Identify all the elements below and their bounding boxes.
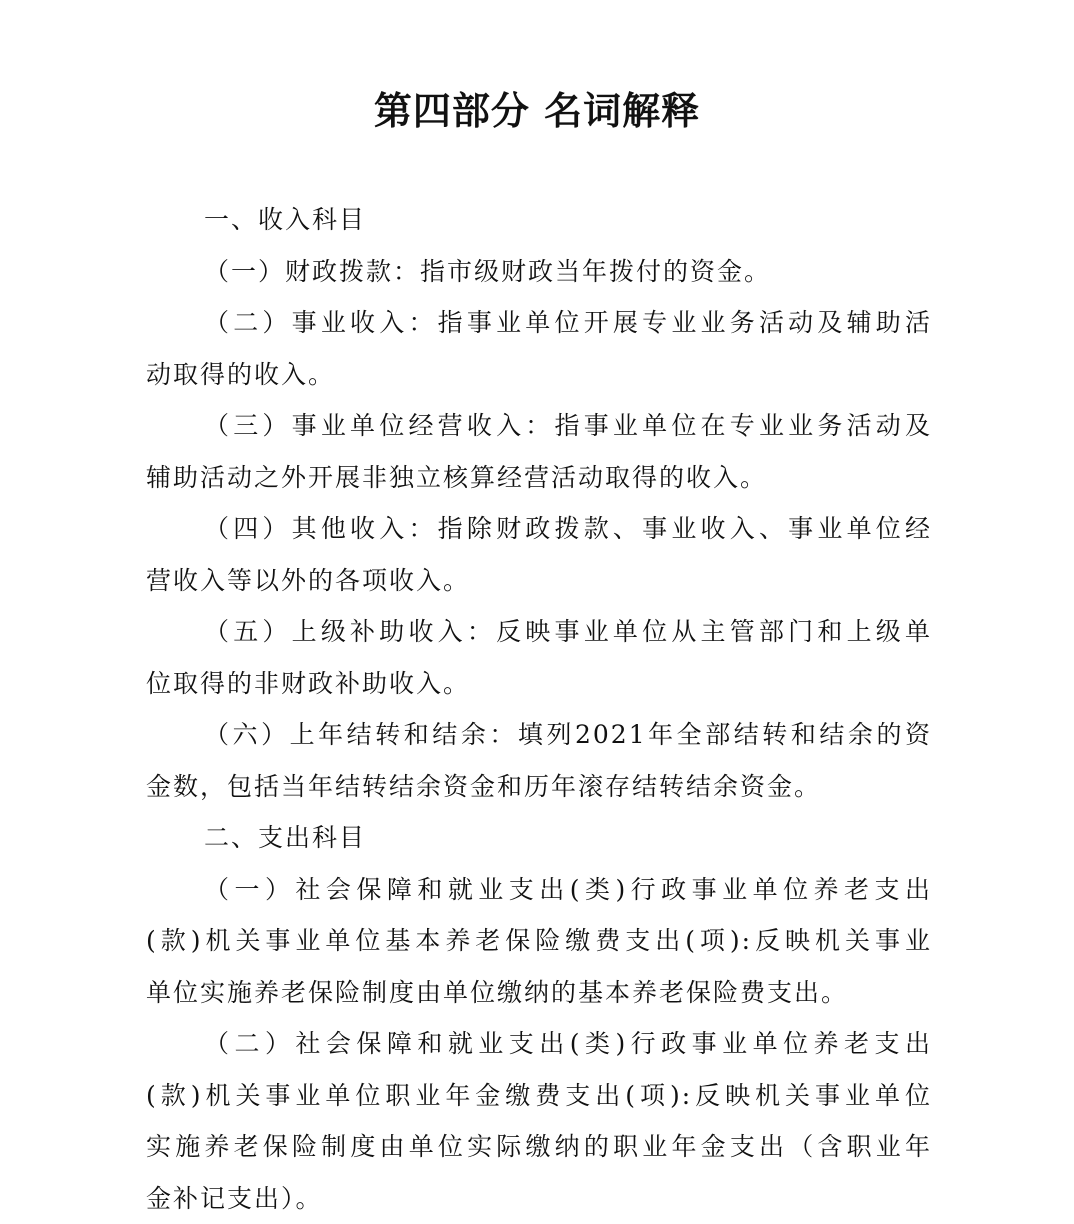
text-line: 位取得的非财政补助收入。	[146, 658, 932, 710]
paragraph	[146, 606, 932, 709]
text-line: （一）财政拨款：指市级财政当年拨付的资金。	[146, 246, 932, 298]
section-heading	[146, 194, 932, 246]
text-line: 二、支出科目	[146, 812, 932, 864]
paragraph	[146, 1018, 932, 1224]
text-line: （五）上级补助收入：反映事业单位从主管部门和上级单	[146, 606, 932, 658]
text-line: （一）社会保障和就业支出(类)行政事业单位养老支出	[146, 864, 932, 916]
paragraph	[146, 297, 932, 400]
text-line: 金补记支出）。	[146, 1173, 932, 1224]
text-line: （六）上年结转和结余：填列2021年全部结转和结余的资	[146, 709, 932, 761]
paragraph	[146, 864, 932, 1019]
text-line: （二）社会保障和就业支出(类)行政事业单位养老支出	[146, 1018, 932, 1070]
text-line: (款)机关事业单位基本养老保险缴费支出(项):反映机关事业	[146, 915, 932, 967]
paragraph	[146, 246, 932, 298]
text-line: 动取得的收入。	[146, 349, 932, 401]
text-line: 营收入等以外的各项收入。	[146, 555, 932, 607]
text-line: (款)机关事业单位职业年金缴费支出(项):反映机关事业单位	[146, 1070, 932, 1122]
section-heading	[146, 812, 932, 864]
text-line: （四）其他收入：指除财政拨款、事业收入、事业单位经	[146, 503, 932, 555]
paragraph	[146, 400, 932, 503]
paragraph	[146, 503, 932, 606]
text-line: 一、收入科目	[146, 194, 932, 246]
text-line: （三）事业单位经营收入：指事业单位在专业业务活动及	[146, 400, 932, 452]
text-line: 实施养老保险制度由单位实际缴纳的职业年金支出（含职业年	[146, 1121, 932, 1173]
text-line: （二）事业收入：指事业单位开展专业业务活动及辅助活	[146, 297, 932, 349]
document-body	[146, 194, 932, 1224]
paragraph	[146, 709, 932, 812]
text-line: 单位实施养老保险制度由单位缴纳的基本养老保险费支出。	[146, 967, 932, 1019]
text-line: 金数，包括当年结转结余资金和历年滚存结转结余资金。	[146, 761, 932, 813]
page-title: 第四部分 名词解释	[0, 80, 1074, 135]
text-line: 辅助活动之外开展非独立核算经营活动取得的收入。	[146, 452, 932, 504]
